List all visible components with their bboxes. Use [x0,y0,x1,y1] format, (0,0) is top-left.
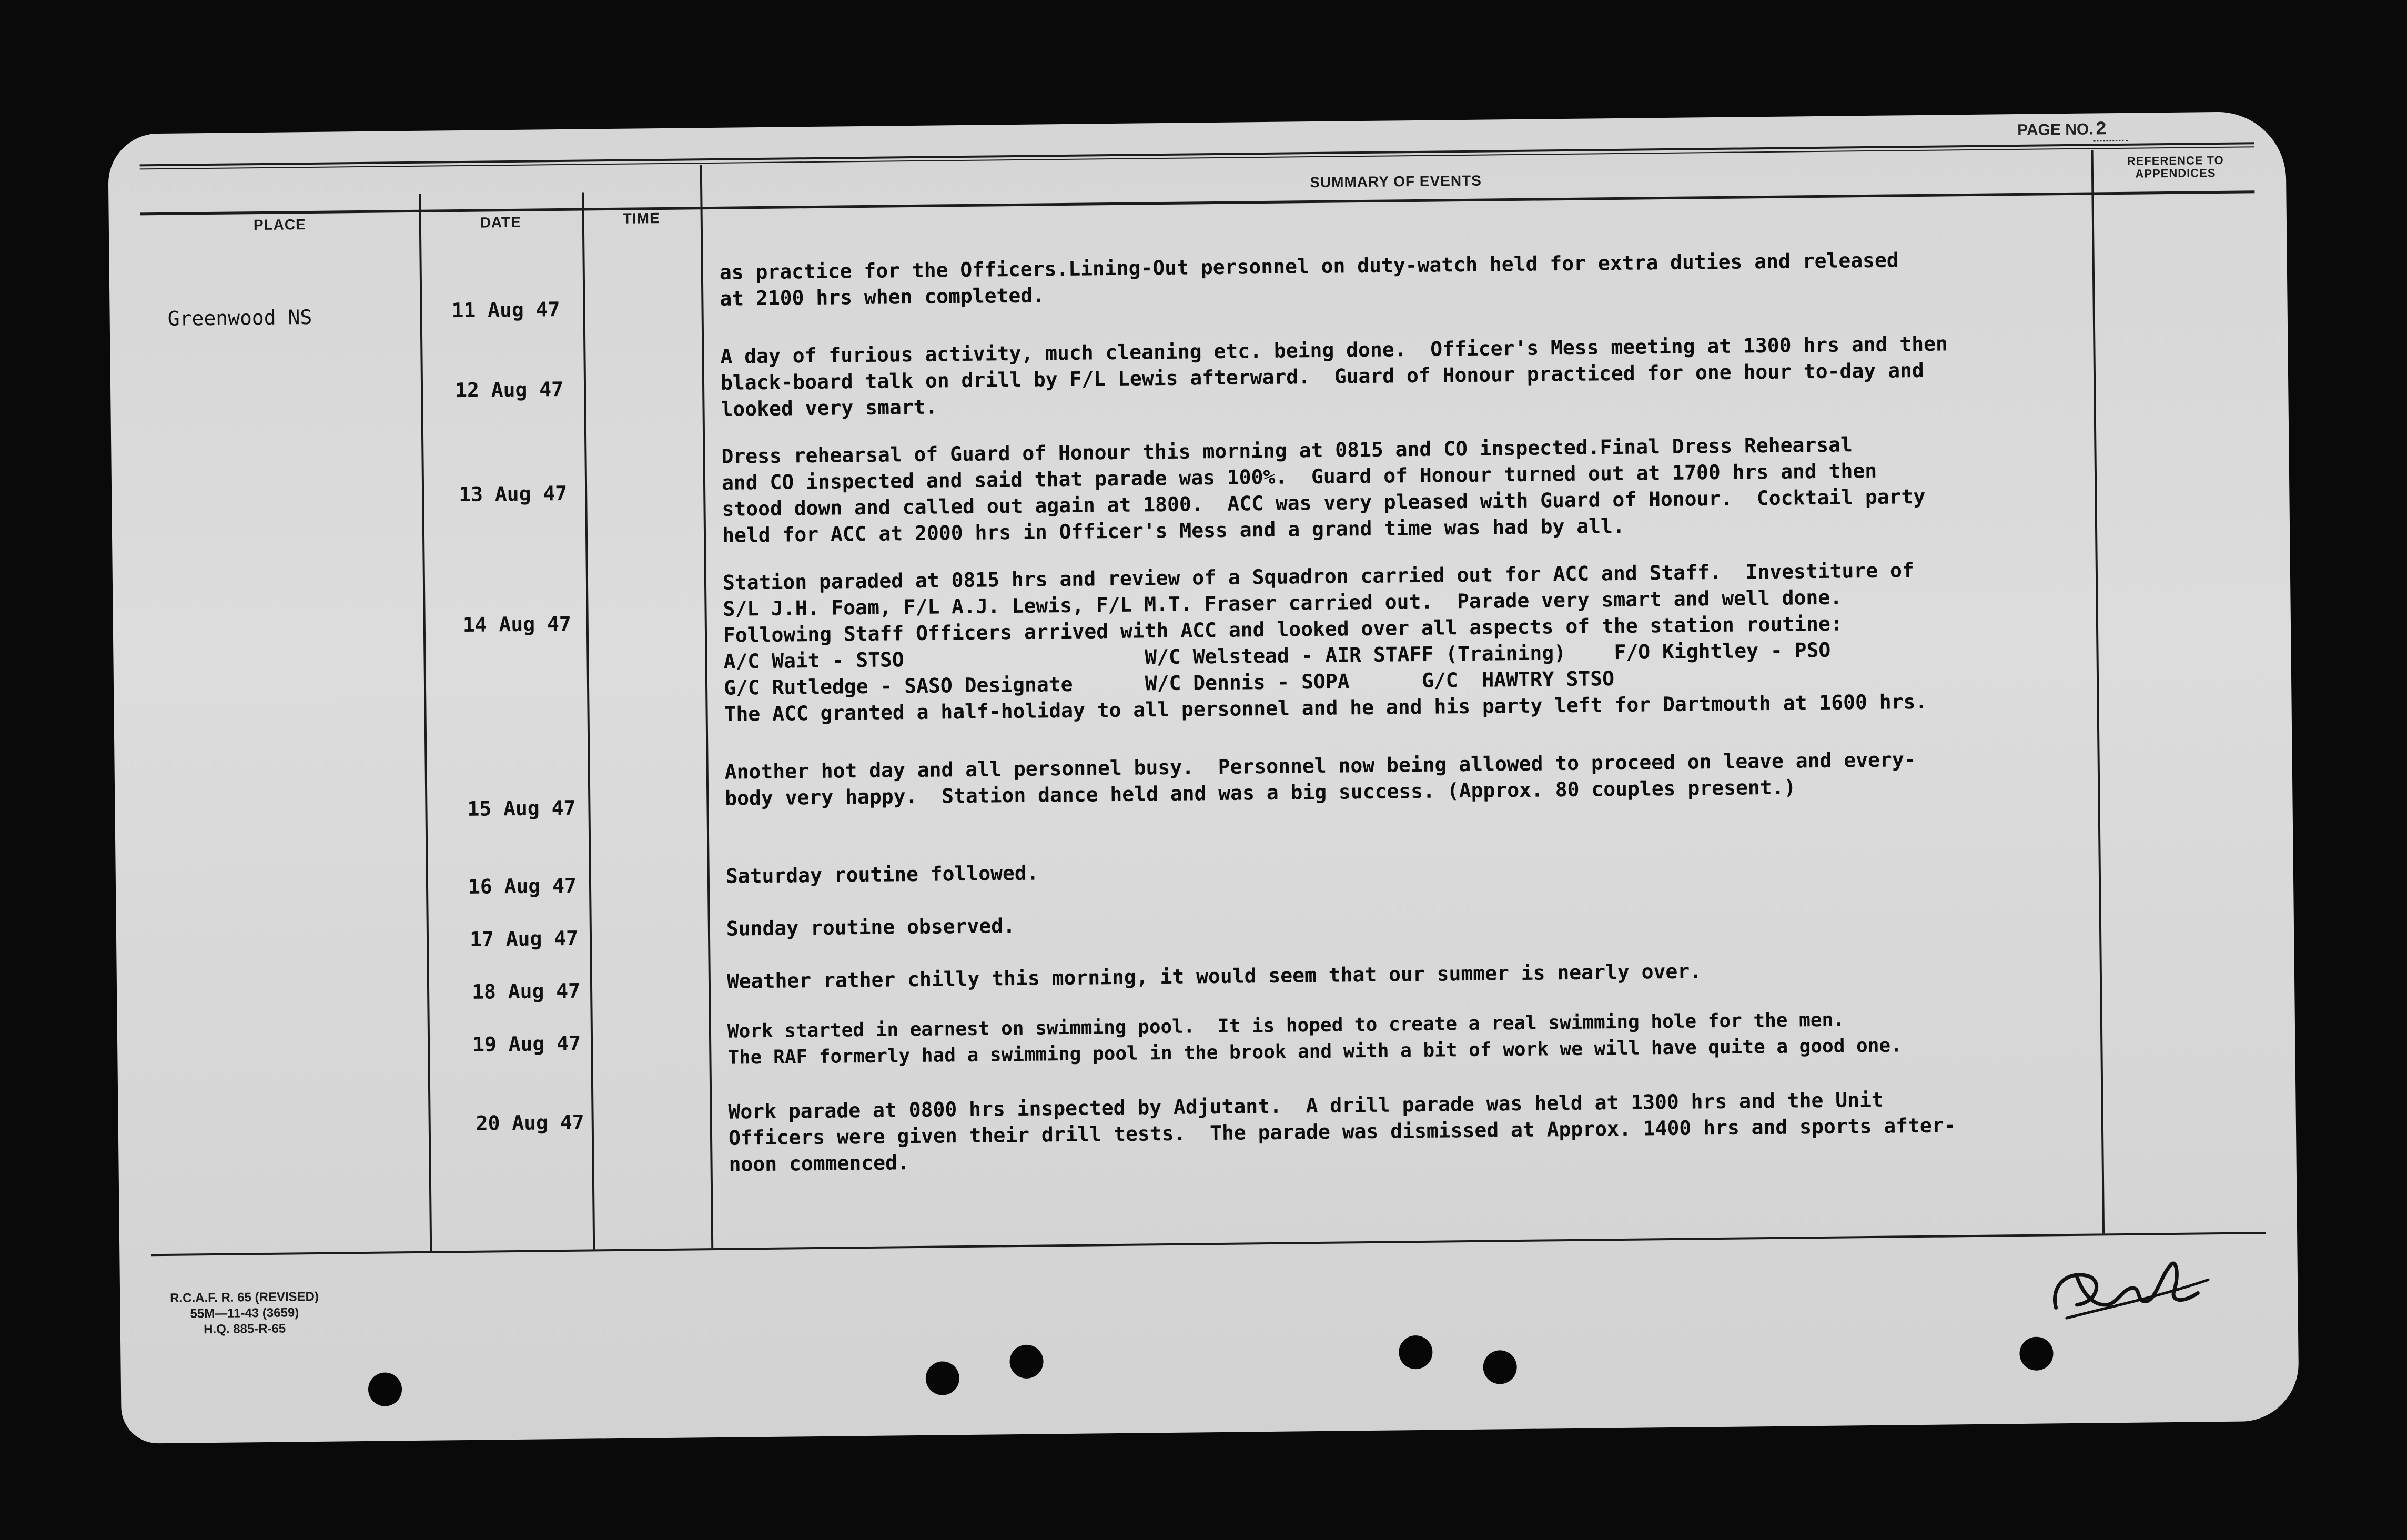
date-entry: 12 Aug 47 [454,377,564,402]
punch-hole [368,1372,402,1406]
event-entry: A day of furious activity, much cleaning etc. being done. Officer's Mess meeting at 1300 hrs and then black-board talk on drill by F/L Lewis afterward. Guard of Honour practiced for one hour to-day and looked very smart. [720,332,1948,421]
header-reference: REFERENCE TO APPENDICES [2127,153,2224,180]
event-entry: Work started in earnest on swimming pool. It is hoped to create a real swimming hole for the men. The RAF formerly had a swimming pool in the brook and with a bit of work we will have quite a good one. [727,1009,1902,1069]
header-summary: SUMMARY OF EVENTS [1310,172,1482,191]
date-entry: 20 Aug 47 [476,1110,584,1135]
date-entry: 15 Aug 47 [467,796,576,820]
date-entry: 11 Aug 47 [451,298,560,322]
date-entry: 14 Aug 47 [462,612,571,636]
header-time: TIME [622,210,660,227]
top-rule-thin [140,146,2254,169]
form-identifier [170,1289,319,1338]
event-entry: Work parade at 0800 hrs inspected by Adjutant. A drill parade was held at 1300 hrs and the Unit Officers were given their drill tests. The parade was dismissed at Approx. 1400 hrs and sports after- noon commenced. [728,1088,1956,1176]
col-sep-place [419,194,432,1251]
form-line: 55M—11-43 (3659) [190,1305,299,1321]
event-entry: Sunday routine observed. [726,914,1016,940]
signature-mark [2045,1243,2214,1329]
col-sep-summary [2091,150,2105,1233]
punch-hole [1483,1350,1517,1384]
form-line: H.Q. 885-R-65 [203,1321,286,1337]
event-entry: Weather rather chilly this morning, it would seem that our summer is nearly over. [726,959,1702,993]
header-place: PLACE [253,216,306,234]
punch-hole [2019,1336,2054,1371]
col-sep-date [582,192,595,1250]
event-entry: Station paraded at 0815 hrs and review of a Squadron carried out for ACC and Staff. Investiture of S/L J.H. Foam, F/L A.J. Lewis, F/L M.T. Fraser carried out. Parade very smart and well done. Following Staff Officers arrived with ACC and looked over all aspects of the station routine: A/C Wait - STSO W/C Welstead - AIR STAFF (Training) F/O Kightley - PSO G/C Rutledge - SASO Designate W/C Dennis - SOPA G/C HAWTRY STSO The ACC granted a half-holiday to all personnel and he and his party left for Dartmouth at 1600 hrs. [722,559,1928,726]
event-entry: Another hot day and all personnel busy. Personnel now being allowed to proceed on leave and every- body very happy. Station dance held and was a big success. (Approx. 80 couples present.) [724,748,1916,810]
place-greenwood: Greenwood NS [167,305,312,330]
punch-hole [926,1361,960,1395]
event-entry: Saturday routine followed. [725,861,1039,888]
bottom-rule [151,1232,2266,1256]
date-entry: 18 Aug 47 [471,979,581,1004]
page-number-label: PAGE NO. [2017,120,2094,139]
page-number [2017,118,2128,141]
top-rule [140,142,2254,166]
date-entry: 19 Aug 47 [472,1031,581,1056]
form-line: R.C.A.F. R. 65 (REVISED) [170,1289,319,1305]
header-rule [140,190,2255,215]
date-entry: 17 Aug 47 [469,926,579,951]
event-entry: Dress rehearsal of Guard of Honour this morning at 0815 and CO inspected.Final Dress Rehearsal and CO inspected and said that parade was 100%. Guard of Honour turned out at 1700 hrs and then stood down and called out again at 1800. ACC was very pleased with Guard of Honour. Cocktail party held for ACC at 2000 hrs in Officer's Mess and a grand time was had by all. [721,433,1926,547]
punch-hole [1399,1335,1433,1370]
date-entry: 13 Aug 47 [458,481,568,506]
page-number-value: 2 [2093,118,2128,142]
document-card [108,112,2299,1444]
date-entry: 16 Aug 47 [468,874,577,898]
event-entry: as practice for the Officers.Lining-Out personnel on duty-watch held for extra duties and released at 2100 hrs when completed. [719,248,1899,310]
punch-hole [1009,1345,1044,1379]
col-sep-time [700,165,714,1248]
header-date: DATE [480,214,522,231]
